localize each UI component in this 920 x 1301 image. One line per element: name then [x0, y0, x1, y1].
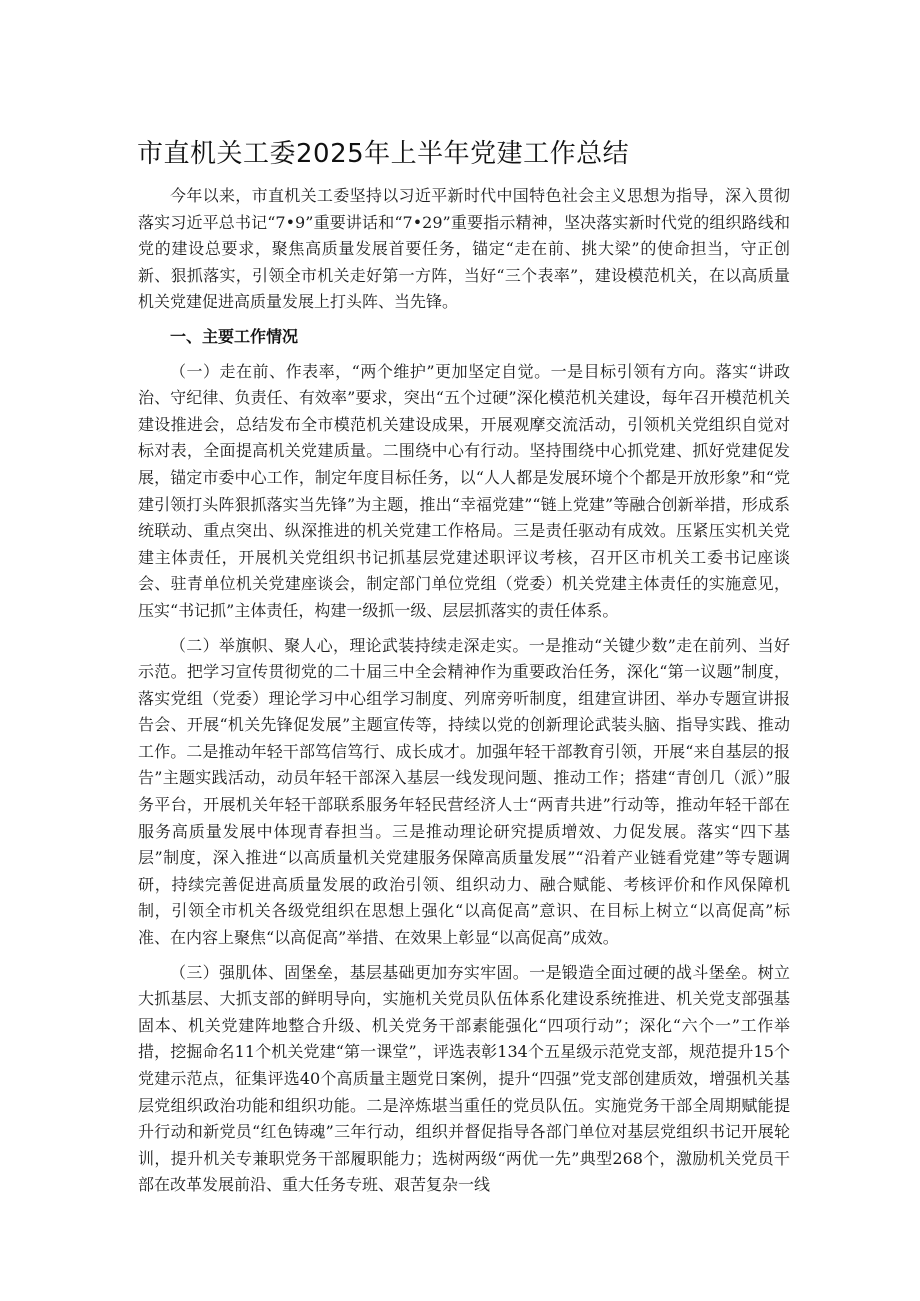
paragraph-1: （一）走在前、作表率，“两个维护”更加坚定自觉。一是目标引领有方向。落实“讲政治、守纪律、负责任、有效率”要求，突出“五个过硬”深化模范机关建设，每年召开模范机关建设推进会，总结发布全市模范机关建设成果，开展观摩交流活动，引领机关党组织自觉对标对表，全面提高机关党建质量。二围绕中心有行动。坚持围绕中心抓党建、抓好党建促发展，锚定市委中心工作，制定年度目标任务，以“人人都是发展环境个个都是开放形象”和“党建引领打头阵狠抓落实当先锋”为主题，推出“幸福党建”“链上党建”等融合创新举措，形成系统联动、重点突出、纵深推进的机关党建工作格局。三是责任驱动有成效。压紧压实机关党建主体责任，开展机关党组织书记抓基层党建述职评议考核，召开区市机关工委书记座谈会、驻青单位机关党建座谈会，制定部门单位党组（党委）机关党建主体责任的实施意见，压实“书记抓”主体责任，构建一级抓一级、层层抓落实的责任体系。 [138, 361, 790, 620]
section-heading: 一、主要工作情况 [170, 326, 299, 346]
intro-paragraph: 今年以来，市直机关工委坚持以习近平新时代中国特色社会主义思想为指导，深入贯彻落实习近平总书记“7•9”重要讲话和“7•29”重要指示精神，坚决落实新时代党的组织路线和党的建设总要求，聚焦高质量发展首要任务，锚定“走在前、挑大梁”的使命担当，守正创新、狠抓落实，引领全市机关走好第一方阵，当好“三个表率”，建设模范机关，在以高质量机关党建促进高质量发展上打头阵、当先锋。 [138, 186, 790, 312]
paragraph-2: （二）举旗帜、聚人心，理论武装持续走深走实。一是推动“关键少数”走在前列、当好示范。把学习宣传贯彻党的二十届三中全会精神作为重要政治任务，深化“第一议题”制度，落实党组（党委）理论学习中心组学习制度、列席旁听制度，组建宣讲团、举办专题宣讲报告会、开展“机关先锋促发展”主题宣传等，持续以党的创新理论武装头脑、指导实践、推动工作。二是推动年轻干部笃信笃行、成长成才。加强年轻干部教育引领，开展“来自基层的报告”主题实践活动，动员年轻干部深入基层一线发现问题、推动工作；搭建“青创几（派）”服务平台，开展机关年轻干部联系服务年轻民营经济人士“两青共进”行动等，推动年轻干部在服务高质量发展中体现青春担当。三是推动理论研究提质增效、力促发展。落实“四下基层”制度，深入推进“以高质量机关党建服务保障高质量发展”“沿着产业链看党建”等专题调研，持续完善促进高质量发展的政治引领、组织动力、融合赋能、考核评价和作风保障机制，引领全市机关各级党组织在思想上强化“以高促高”意识、在目标上树立“以高促高”标准、在内容上聚焦“以高促高”举措、在效果上彰显“以高促高”成效。 [138, 635, 790, 948]
document-title: 市直机关工委2025年上半年党建工作总结 [137, 139, 630, 169]
paragraph-3: （三）强肌体、固堡垒，基层基础更加夯实牢固。一是锻造全面过硬的战斗堡垒。树立大抓基层、大抓支部的鲜明导向，实施机关党员队伍体系化建设系统推进、机关党支部强基固本、机关党建阵地整合升级、机关党务干部素能强化“四项行动”；深化“六个一”工作举措，挖掘命名11个机关党建“第一课堂”，评选表彰134个五星级示范党支部，规范提升15个党建示范点，征集评选40个高质量主题党日案例，提升“四强”党支部创建质效，增强机关基层党组织政治功能和组织功能。二是淬炼堪当重任的党员队伍。实施党务干部全周期赋能提升行动和新党员“红色铸魂”三年行动，组织并督促指导各部门单位对基层党组织书记开展轮训，提升机关专兼职党务干部履职能力；选树两级“两优一先”典型268个，激励机关党员干部在改革发展前沿、重大任务专班、艰苦复杂一线 [138, 962, 790, 1195]
document-body [138, 183, 790, 1207]
